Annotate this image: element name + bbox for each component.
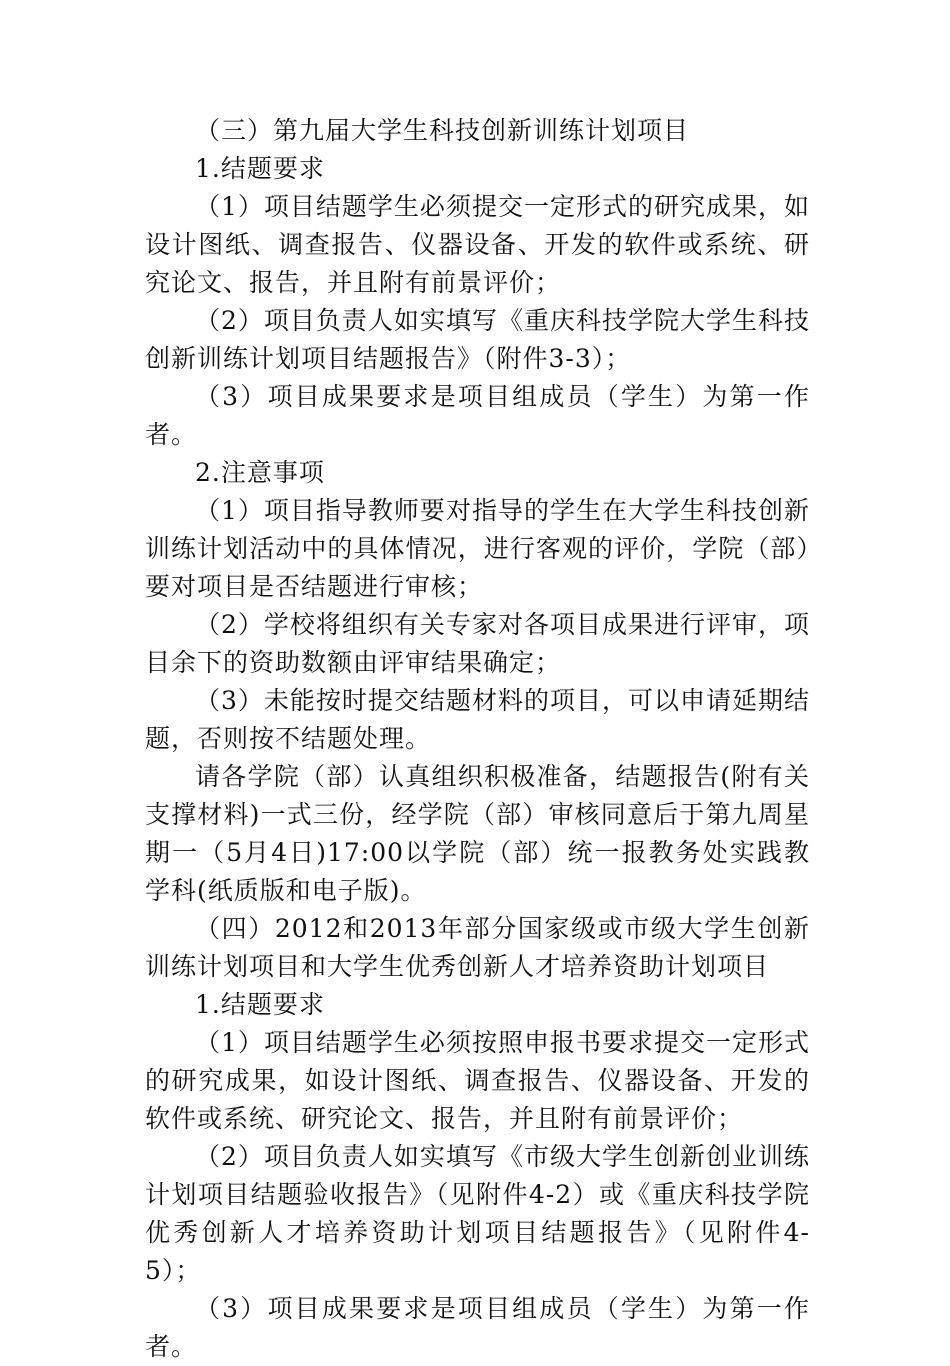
note-item-3: （3）未能按时提交结题材料的项目，可以申请延期结题，否则按不结题处理。: [145, 686, 810, 753]
requirement-item-1: （1）项目结题学生必须提交一定形式的研究成果，如设计图纸、调查报告、仪器设备、开发的软件或系统、研究论文、报告，并且附有前景评价；: [145, 192, 810, 297]
requirement-item-5: （2）项目负责人如实填写《市级大学生创新创业训练计划项目结题验收报告》（见附件4-2）或《重庆科技学院优秀创新人才培养资助计划项目结题报告》（见附件4-5）；: [145, 1142, 810, 1285]
requirement-item-2: （2）项目负责人如实填写《重庆科技学院大学生科技创新训练计划项目结题报告》（附件3-3）；: [145, 306, 810, 373]
requirement-item-3: （3）项目成果要求是项目组成员（学生）为第一作者。: [145, 382, 810, 449]
requirement-item-6: （3）项目成果要求是项目组成员（学生）为第一作者。: [145, 1294, 810, 1361]
section-heading-3: （三）第九届大学生科技创新训练计划项目: [195, 116, 690, 145]
section-heading-4: （四）2012和2013年部分国家级或市级大学生创新训练计划项目和大学生优秀创新人才培养资助计划项目: [145, 914, 810, 981]
requirement-item-4: （1）项目结题学生必须按照申报书要求提交一定形式的研究成果，如设计图纸、调查报告、仪器设备、开发的软件或系统、研究论文、报告，并且附有前景评价；: [145, 1028, 810, 1133]
note-item-1: （1）项目指导教师要对指导的学生在大学生科技创新训练计划活动中的具体情况，进行客观的评价，学院（部）要对项目是否结题进行审核；: [145, 496, 810, 601]
submission-instructions: 请各学院（部）认真组织积极准备，结题报告(附有关支撑材料)一式三份，经学院（部）审核同意后于第九周星期一（5月4日)17:00以学院（部）统一报教务处实践教学科(纸质版和电子版)。: [145, 762, 810, 905]
note-item-2: （2）学校将组织有关专家对各项目成果进行评审，项目余下的资助数额由评审结果确定；: [145, 610, 810, 677]
subheading-completion-requirements-2: 1.结题要求: [195, 990, 325, 1019]
document-body: [145, 112, 810, 1366]
subheading-notes: 2.注意事项: [195, 458, 325, 487]
subheading-completion-requirements: 1.结题要求: [195, 154, 325, 183]
